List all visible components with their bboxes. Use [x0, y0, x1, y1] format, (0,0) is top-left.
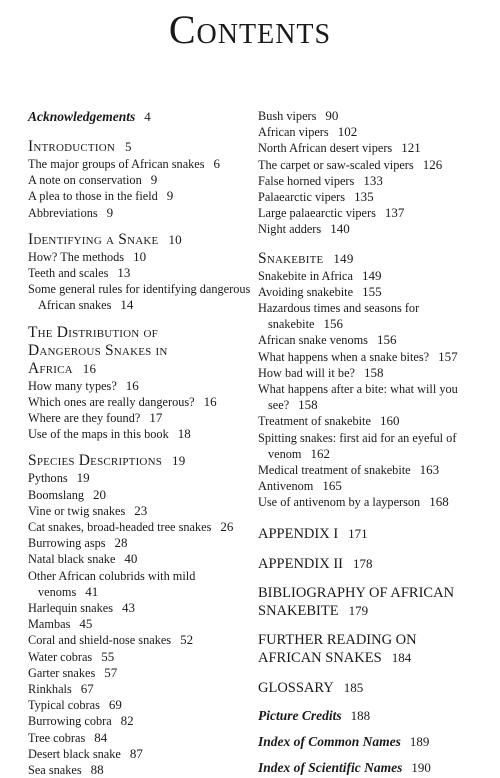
- toc-entry: [28, 410, 253, 426]
- toc-entry-title: A plea to those in the field: [28, 189, 158, 204]
- toc-entry: [28, 649, 253, 665]
- toc-entry-title: Index of Scientific Names: [258, 759, 403, 775]
- toc-entry: [28, 249, 253, 265]
- toc-entry-title: Typical cobras: [28, 698, 100, 713]
- toc-entry: [258, 332, 483, 348]
- toc-entry: [258, 300, 483, 332]
- toc-entry-title: Burrowing asps: [28, 536, 106, 551]
- toc-section-heading: [28, 452, 253, 470]
- toc-entry: [28, 470, 253, 486]
- toc-entry-title: Acknowledgements: [28, 109, 136, 124]
- toc-page-number: 40: [124, 551, 138, 567]
- toc-entry-title: Night adders: [258, 222, 322, 237]
- toc-page-number: 82: [120, 713, 134, 729]
- toc-entry-title: Bush vipers: [258, 109, 317, 123]
- toc-entry-title: Large palaearctic vipers: [258, 206, 376, 221]
- toc-entry: [28, 519, 253, 535]
- toc-entry: [258, 124, 483, 140]
- toc-entry-title: Mambas: [28, 617, 71, 632]
- toc-entry: [258, 430, 483, 462]
- toc-entry-title: Vine or twig snakes: [28, 503, 126, 518]
- toc-entry: [258, 349, 483, 365]
- toc-page-number: 18: [177, 426, 191, 442]
- toc-entry-title: Snakebite in Africa: [258, 268, 353, 283]
- toc-page-number: 23: [134, 502, 148, 518]
- toc-page-number: 157: [438, 348, 458, 364]
- toc-page-number: 69: [108, 697, 122, 713]
- toc-page-number: 168: [429, 494, 449, 510]
- toc-entry: [28, 205, 253, 221]
- toc-entry: [28, 426, 253, 442]
- toc-entry-title: Teeth and scales: [28, 266, 109, 281]
- toc-page-number: 133: [363, 172, 383, 188]
- toc-page-number: 17: [149, 410, 163, 426]
- toc-entry-title: Tree cobras: [28, 730, 86, 745]
- toc-page-number: 163: [419, 462, 440, 478]
- toc-section-heading: [258, 250, 483, 268]
- toc-entry-title: Desert black snake: [28, 746, 121, 761]
- toc-entry: [258, 108, 483, 124]
- toc-entry-title: How? The methods: [28, 249, 125, 264]
- toc-page-number: 84: [94, 729, 108, 745]
- toc-page-number: 19: [76, 470, 90, 486]
- toc-entry: [28, 551, 253, 567]
- contents-right-column: [258, 108, 483, 777]
- toc-entry-title: FURTHER READING ON AFRICAN SNAKES: [258, 631, 417, 666]
- toc-page-number: 41: [85, 583, 99, 599]
- toc-entry-title: Pythons: [28, 471, 68, 486]
- toc-page-number: 57: [104, 664, 118, 680]
- toc-entry-title: The carpet or saw-scaled vipers: [258, 157, 414, 172]
- toc-entry-title: APPENDIX I: [258, 525, 339, 542]
- toc-entry-title: Identifying a Snake: [28, 230, 159, 248]
- toc-entry-title: Which ones are really dangerous?: [28, 394, 195, 409]
- toc-page-number: 158: [364, 364, 384, 380]
- toc-page-number: 13: [117, 265, 131, 281]
- toc-appendix-heading: [258, 679, 483, 697]
- toc-page-number: 189: [409, 733, 430, 749]
- toc-entry-title: The major groups of African snakes: [28, 157, 205, 171]
- toc-entry: [28, 746, 253, 762]
- toc-page-number: 9: [150, 172, 158, 188]
- toc-entry-title: Snakebite: [258, 249, 324, 267]
- toc-entry-title: Treatment of snakebite: [258, 414, 371, 429]
- toc-entry-title: Spitting snakes: first aid for an eyeful of venom: [258, 430, 457, 461]
- toc-section-heading: [28, 324, 253, 378]
- toc-page-number: 10: [133, 248, 147, 264]
- toc-page-number: 9: [106, 204, 114, 220]
- toc-entry: [28, 632, 253, 648]
- toc-page-number: 26: [220, 519, 234, 535]
- toc-entry-title: Palaearctic vipers: [258, 190, 346, 205]
- toc-entry-title: Coral and shield-nose snakes: [28, 633, 172, 648]
- toc-entry: [28, 394, 253, 410]
- toc-entry-title: Where are they found?: [28, 411, 141, 426]
- toc-page-number: 14: [120, 297, 134, 313]
- toc-entry: [28, 281, 253, 313]
- toc-page-number: 160: [379, 413, 400, 429]
- toc-entry-title: Harlequin snakes: [28, 601, 114, 616]
- toc-page-number: 52: [180, 632, 194, 648]
- toc-entry: [28, 172, 253, 188]
- toc-entry-title: Sea snakes: [28, 763, 82, 778]
- toc-entry-title: Burrowing cobra: [28, 714, 112, 729]
- toc-entry-title: Hazardous times and seasons for snakebite: [258, 301, 420, 332]
- toc-italic-entry: [258, 707, 483, 725]
- toc-page-number: 87: [129, 745, 143, 761]
- toc-page-number: 16: [203, 393, 217, 409]
- toc-entry-title: GLOSSARY: [258, 679, 334, 696]
- toc-section-heading: [28, 138, 253, 156]
- toc-page-number: 4: [144, 109, 151, 124]
- toc-page-number: 45: [79, 616, 93, 632]
- toc-page-number: 179: [348, 602, 369, 618]
- toc-entry: [28, 665, 253, 681]
- toc-page-number: 55: [101, 648, 115, 664]
- toc-page-number: 43: [122, 600, 136, 616]
- toc-entry-title: The Distribution of Dangerous Snakes in Africa: [28, 323, 168, 377]
- toc-entry: [28, 265, 253, 281]
- toc-entry: [258, 268, 483, 284]
- toc-entry: [258, 284, 483, 300]
- toc-entry-title: Natal black snake: [28, 552, 116, 567]
- toc-entry: [258, 381, 483, 413]
- toc-entry-title: APPENDIX II: [258, 555, 343, 572]
- toc-page-number: 178: [352, 555, 373, 571]
- toc-page-number: 126: [422, 156, 443, 172]
- toc-entry: [258, 205, 483, 221]
- toc-entry: [28, 378, 253, 394]
- toc-page-number: 162: [310, 445, 330, 461]
- toc-page-number: 149: [361, 267, 382, 283]
- toc-entry-title: Cat snakes, broad-headed tree snakes: [28, 520, 212, 535]
- toc-page-number: 184: [391, 649, 412, 665]
- toc-page-number: 140: [330, 221, 350, 237]
- toc-page-number: 121: [401, 140, 421, 156]
- toc-entry: [258, 140, 483, 156]
- toc-entry: [28, 697, 253, 713]
- toc-entry: [258, 413, 483, 429]
- toc-page-number: 10: [168, 231, 182, 247]
- toc-entry-title: How many types?: [28, 378, 117, 393]
- toc-entry-title: Boomslang: [28, 487, 85, 502]
- toc-entry-title: Species Descriptions: [28, 452, 163, 470]
- toc-entry: [258, 173, 483, 189]
- toc-page-number: 102: [337, 124, 358, 140]
- toc-section-heading: [28, 231, 253, 249]
- toc-page-number: 5: [125, 139, 132, 154]
- toc-entry-title: North African desert vipers: [258, 141, 393, 156]
- toc-entry-title: Some general rules for identifying dangerous African snakes: [28, 282, 251, 313]
- toc-page-number: 158: [298, 397, 318, 413]
- toc-entry: [28, 600, 253, 616]
- toc-italic-entry: [258, 759, 483, 777]
- toc-entry-title: BIBLIOGRAPHY OF AFRICAN SNAKEBITE: [258, 584, 455, 619]
- toc-page-number: 9: [166, 188, 174, 204]
- toc-entry: [28, 156, 253, 172]
- toc-italic-entry: [258, 733, 483, 751]
- toc-entry-title: Use of the maps in this book: [28, 427, 169, 442]
- toc-page-number: 171: [348, 525, 368, 541]
- toc-page-number: 149: [333, 250, 354, 266]
- toc-entry: [258, 221, 483, 237]
- contents-left-column: [28, 108, 253, 778]
- toc-appendix-heading: [258, 632, 483, 667]
- toc-entry-title: A note on conservation: [28, 173, 142, 188]
- toc-entry: [28, 681, 253, 697]
- toc-entry: [28, 713, 253, 729]
- toc-entry-title: Avoiding snakebite: [258, 284, 354, 299]
- toc-page-number: 16: [82, 360, 97, 376]
- toc-page-number: 28: [114, 535, 128, 551]
- toc-page-number: 156: [323, 316, 343, 332]
- toc-page-number: 188: [350, 707, 371, 723]
- toc-entry: [28, 188, 253, 204]
- toc-entry-title: Rinkhals: [28, 682, 72, 697]
- toc-page-number: 20: [93, 486, 107, 502]
- toc-entry-title: Medical treatment of snakebite: [258, 463, 411, 478]
- toc-page-number: 185: [343, 679, 364, 695]
- toc-entry: [258, 189, 483, 205]
- toc-entry: [28, 503, 253, 519]
- toc-entry-title: How bad will it be?: [258, 365, 355, 380]
- toc-appendix-heading: [258, 585, 483, 620]
- toc-entry: [258, 157, 483, 173]
- toc-entry: [28, 762, 253, 778]
- toc-appendix-heading: [258, 525, 483, 543]
- toc-page-number: 137: [384, 205, 405, 221]
- toc-entry: [28, 616, 253, 632]
- toc-entry-title: Index of Common Names: [258, 733, 401, 749]
- toc-italic-entry: [28, 108, 253, 126]
- toc-entry-title: False horned vipers: [258, 173, 355, 188]
- toc-entry-title: What happens after a bite: what will you see?: [258, 382, 458, 413]
- toc-page-number: 16: [125, 377, 139, 393]
- toc-entry: [28, 487, 253, 503]
- toc-entry-title: What happens when a snake bites?: [258, 349, 430, 364]
- toc-entry-title: Garter snakes: [28, 665, 96, 680]
- toc-page-number: 135: [354, 189, 374, 205]
- toc-entry: [258, 462, 483, 478]
- toc-entry: [258, 365, 483, 381]
- toc-page-number: 90: [325, 108, 339, 123]
- toc-entry-title: African snake venoms: [258, 333, 368, 348]
- toc-entry: [258, 494, 483, 510]
- toc-page-number: 67: [80, 681, 94, 697]
- toc-page-number: 19: [172, 453, 186, 469]
- toc-page-number: 6: [213, 156, 221, 171]
- toc-entry-title: Introduction: [28, 138, 116, 155]
- toc-page-number: 156: [376, 332, 397, 348]
- toc-entry-title: Abbreviations: [28, 205, 98, 220]
- toc-entry-title: Other African colubrids with mild venoms: [28, 568, 196, 599]
- toc-appendix-heading: [258, 555, 483, 573]
- toc-entry-title: African vipers: [258, 125, 329, 140]
- toc-entry-title: Use of antivenom by a layperson: [258, 495, 421, 510]
- toc-entry: [258, 478, 483, 494]
- toc-entry-title: Picture Credits: [258, 707, 342, 723]
- toc-page-number: 165: [322, 478, 342, 494]
- toc-entry: [28, 730, 253, 746]
- page-title: Contents: [168, 7, 332, 52]
- toc-entry: [28, 568, 253, 600]
- toc-page-number: 155: [362, 283, 382, 299]
- toc-page-number: 88: [90, 762, 104, 778]
- toc-page-number: 190: [411, 759, 431, 775]
- toc-entry: [28, 535, 253, 551]
- toc-entry-title: Antivenom: [258, 479, 314, 494]
- toc-entry-title: Water cobras: [28, 649, 93, 664]
